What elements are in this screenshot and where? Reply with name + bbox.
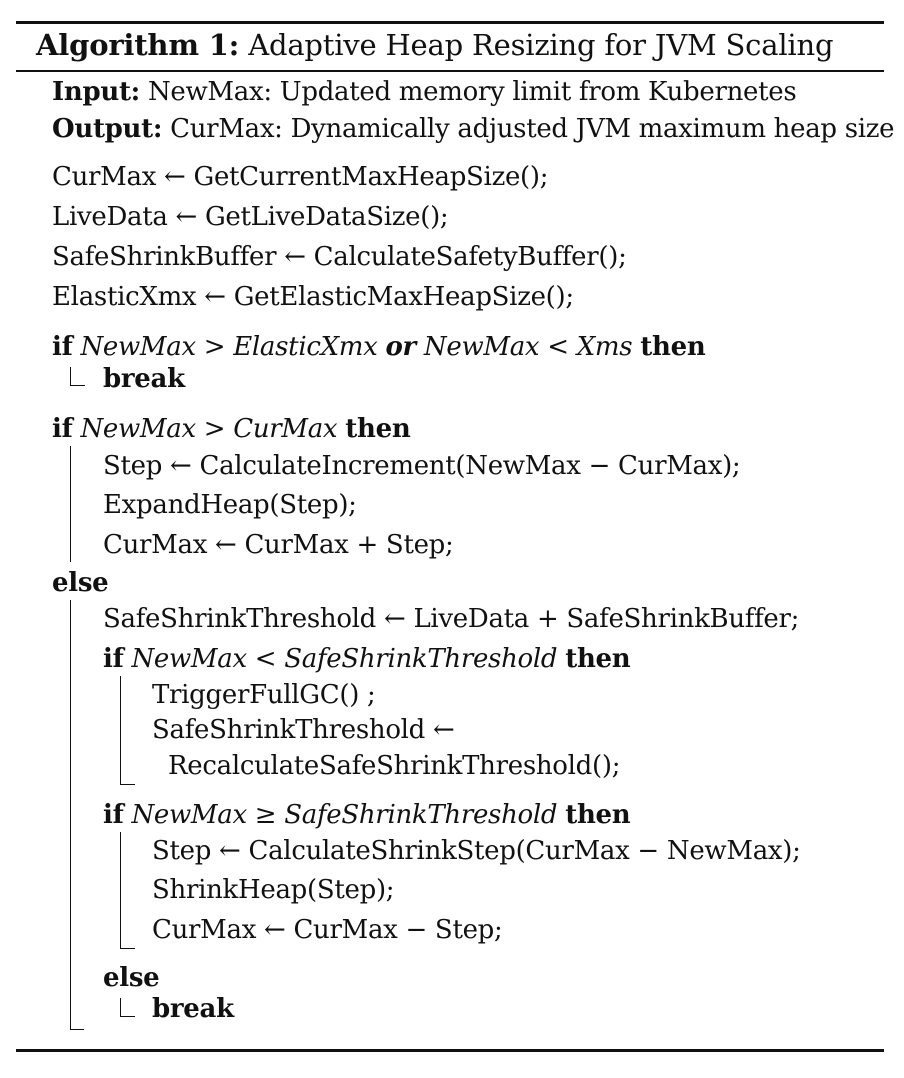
grow-block-bar <box>70 446 71 562</box>
bottom-rule <box>16 1049 884 1052</box>
init-statement: CurMax ← GetCurrentMaxHeapSize(); <box>52 162 549 192</box>
init-statement: LiveData ← GetLiveDataSize(); <box>52 202 449 232</box>
input-text: NewMax: Updated memory limit from Kubernetes <box>147 77 797 107</box>
init-statement: ElasticXmx ← GetElasticMaxHeapSize(); <box>52 282 574 312</box>
output-text: CurMax: Dynamically adjusted JVM maximum heap size <box>170 114 895 144</box>
gc-if <box>103 646 630 672</box>
gc-statement: RecalculateSafeShrinkThreshold(); <box>168 751 621 781</box>
if-keyword: if <box>103 800 124 830</box>
then-keyword: then <box>640 332 706 362</box>
grow-statement: Step ← CalculateIncrement(NewMax − CurMax); <box>103 451 741 481</box>
output-keyword: Output: <box>52 114 163 144</box>
grow-statement: CurMax ← CurMax + Step; <box>103 530 454 560</box>
then-keyword: then <box>565 800 631 830</box>
top-rule <box>16 21 884 24</box>
gc-statement: SafeShrinkThreshold ← <box>152 715 455 745</box>
algorithm-title: Adaptive Heap Resizing for JVM Scaling <box>248 28 834 62</box>
bounds-check-left: NewMax > ElasticXmx <box>80 332 378 362</box>
block-end-marker <box>120 998 135 1017</box>
if-keyword: if <box>52 414 73 444</box>
algorithm-label: Algorithm 1: <box>36 28 240 62</box>
input-line <box>52 79 796 105</box>
bounds-check-right: NewMax < Xms <box>423 332 633 362</box>
shrink-if <box>103 802 630 828</box>
else-keyword: else <box>103 963 160 993</box>
shrink-block-bar <box>120 832 135 949</box>
grow-if <box>52 416 410 442</box>
header-rule <box>16 70 884 72</box>
then-keyword: then <box>565 644 631 674</box>
gc-block-bar <box>120 676 135 785</box>
grow-condition: NewMax > CurMax <box>80 414 338 444</box>
shrink-statement: Step ← CalculateShrinkStep(CurMax − NewMax); <box>152 836 801 866</box>
shrink-condition: NewMax ≥ SafeShrinkThreshold <box>131 800 558 830</box>
if-keyword: if <box>52 332 73 362</box>
or-keyword: or <box>385 332 416 362</box>
output-line <box>52 116 894 142</box>
threshold-statement: SafeShrinkThreshold ← LiveData + SafeShrinkBuffer; <box>103 604 800 634</box>
gc-condition: NewMax < SafeShrinkThreshold <box>131 644 558 674</box>
block-end-marker <box>70 367 85 386</box>
shrink-statement: CurMax ← CurMax − Step; <box>152 915 503 945</box>
shrink-statement: ShrinkHeap(Step); <box>152 875 395 905</box>
grow-statement: ExpandHeap(Step); <box>103 490 357 520</box>
break-statement: break <box>103 364 185 394</box>
else-block-bar <box>70 600 71 1030</box>
if-keyword: if <box>103 644 124 674</box>
then-keyword: then <box>345 414 411 444</box>
else-block-end <box>70 1015 84 1030</box>
input-keyword: Input: <box>52 77 140 107</box>
break-statement: break <box>152 994 234 1024</box>
init-statement: SafeShrinkBuffer ← CalculateSafetyBuffer(); <box>52 242 627 272</box>
else-keyword: else <box>52 568 109 598</box>
bounds-check-if <box>52 334 705 360</box>
gc-statement: TriggerFullGC() ; <box>152 680 376 710</box>
algorithm-caption <box>36 28 834 62</box>
